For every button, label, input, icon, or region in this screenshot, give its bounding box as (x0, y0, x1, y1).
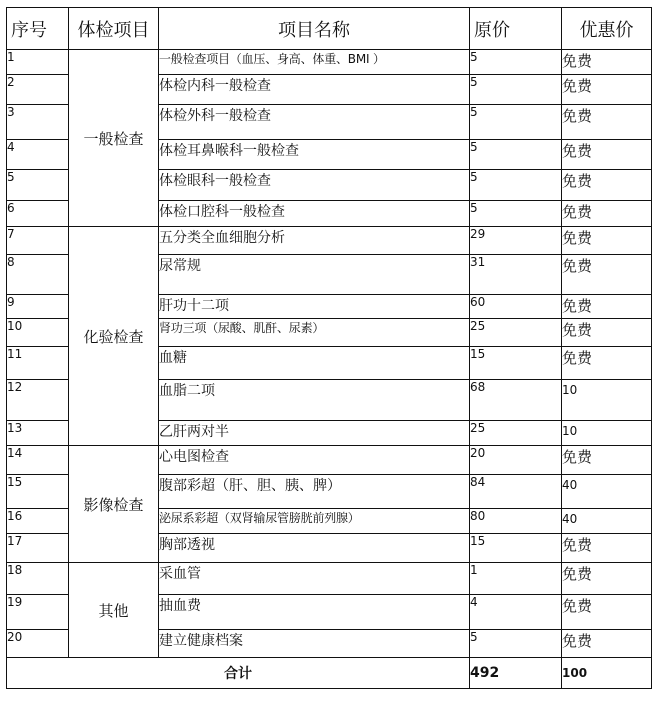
original-price: 4 (470, 595, 562, 630)
discount-price: 免费 (562, 347, 652, 380)
original-price: 1 (470, 563, 562, 595)
item-name: 胸部透视 (159, 534, 470, 563)
total-row (7, 658, 652, 689)
category-other: 其他 (69, 563, 159, 658)
row-number: 17 (7, 534, 69, 563)
table-row (7, 563, 652, 595)
row-number: 9 (7, 295, 69, 319)
table-row (7, 446, 652, 475)
discount-price: 40 (562, 509, 652, 534)
header-row (7, 8, 652, 50)
category-lab: 化验检查 (69, 227, 159, 446)
total-label: 合计 (7, 658, 470, 689)
original-price: 5 (470, 201, 562, 227)
item-name: 体检眼科一般检查 (159, 170, 470, 201)
item-name: 体检外科一般检查 (159, 105, 470, 140)
original-price: 68 (470, 380, 562, 421)
header-item: 项目名称 (159, 8, 470, 50)
discount-price: 免费 (562, 255, 652, 295)
row-number: 2 (7, 75, 69, 105)
item-name: 体检内科一般检查 (159, 75, 470, 105)
discount-price: 免费 (562, 534, 652, 563)
row-number: 10 (7, 319, 69, 347)
item-name: 体检口腔科一般检查 (159, 201, 470, 227)
row-number: 8 (7, 255, 69, 295)
discount-price: 免费 (562, 201, 652, 227)
row-number: 14 (7, 446, 69, 475)
item-name: 尿常规 (159, 255, 470, 295)
item-name: 肾功三项（尿酸、肌酐、尿素） (159, 319, 470, 347)
discount-price: 10 (562, 380, 652, 421)
discount-price: 免费 (562, 50, 652, 75)
original-price: 5 (470, 75, 562, 105)
row-number: 6 (7, 201, 69, 227)
original-price: 60 (470, 295, 562, 319)
row-number: 7 (7, 227, 69, 255)
original-price: 29 (470, 227, 562, 255)
original-price: 80 (470, 509, 562, 534)
discount-price: 免费 (562, 319, 652, 347)
original-price: 15 (470, 534, 562, 563)
item-name: 血糖 (159, 347, 470, 380)
item-name: 一般检查项目（血压、身高、体重、BMI ） (159, 50, 470, 75)
original-price: 5 (470, 170, 562, 201)
row-number: 3 (7, 105, 69, 140)
item-name: 肝功十二项 (159, 295, 470, 319)
item-name: 五分类全血细胞分析 (159, 227, 470, 255)
row-number: 15 (7, 475, 69, 509)
header-discount-price: 优惠价 (562, 8, 652, 50)
category-imaging: 影像检查 (69, 446, 159, 563)
table-row (7, 50, 652, 75)
discount-price: 10 (562, 421, 652, 446)
header-original-price: 原价 (470, 8, 562, 50)
discount-price: 免费 (562, 563, 652, 595)
original-price: 15 (470, 347, 562, 380)
total-original-price: 492 (470, 658, 562, 689)
item-name: 腹部彩超（肝、胆、胰、脾） (159, 475, 470, 509)
original-price: 5 (470, 105, 562, 140)
original-price: 20 (470, 446, 562, 475)
row-number: 19 (7, 595, 69, 630)
item-name: 体检耳鼻喉科一般检查 (159, 140, 470, 170)
discount-price: 免费 (562, 446, 652, 475)
discount-price: 免费 (562, 105, 652, 140)
row-number: 4 (7, 140, 69, 170)
row-number: 12 (7, 380, 69, 421)
discount-price: 免费 (562, 227, 652, 255)
original-price: 5 (470, 140, 562, 170)
discount-price: 免费 (562, 170, 652, 201)
discount-price: 免费 (562, 630, 652, 658)
row-number: 18 (7, 563, 69, 595)
row-number: 5 (7, 170, 69, 201)
row-number: 1 (7, 50, 69, 75)
item-name: 泌尿系彩超（双肾输尿管膀胱前列腺） (159, 509, 470, 534)
total-discount-price: 100 (562, 658, 652, 689)
item-name: 建立健康档案 (159, 630, 470, 658)
item-name: 抽血费 (159, 595, 470, 630)
header-category: 体检项目 (69, 8, 159, 50)
discount-price: 免费 (562, 140, 652, 170)
item-name: 采血管 (159, 563, 470, 595)
row-number: 11 (7, 347, 69, 380)
category-general: 一般检查 (69, 50, 159, 227)
row-number: 13 (7, 421, 69, 446)
discount-price: 40 (562, 475, 652, 509)
table-row (7, 227, 652, 255)
item-name: 乙肝两对半 (159, 421, 470, 446)
original-price: 25 (470, 421, 562, 446)
header-no: 序号 (7, 8, 69, 50)
original-price: 25 (470, 319, 562, 347)
original-price: 84 (470, 475, 562, 509)
original-price: 31 (470, 255, 562, 295)
price-table (6, 7, 652, 689)
row-number: 16 (7, 509, 69, 534)
discount-price: 免费 (562, 75, 652, 105)
original-price: 5 (470, 50, 562, 75)
row-number: 20 (7, 630, 69, 658)
discount-price: 免费 (562, 295, 652, 319)
original-price: 5 (470, 630, 562, 658)
item-name: 心电图检查 (159, 446, 470, 475)
discount-price: 免费 (562, 595, 652, 630)
price-sheet (6, 7, 652, 689)
item-name: 血脂二项 (159, 380, 470, 421)
